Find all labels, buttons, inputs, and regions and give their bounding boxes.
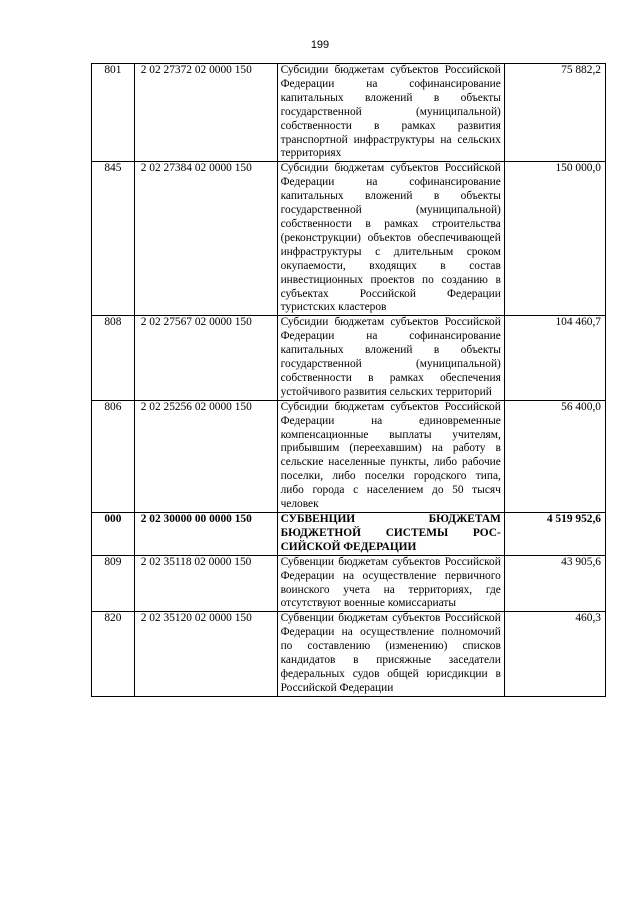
admin-code-cell: 806	[92, 400, 135, 512]
amount-cell: 56 400,0	[504, 400, 605, 512]
revenue-name-cell: Субсидии бюджетам субъектов Российской Федерации на софинансирование капитальных вложений в объекты государственной (муниципальной) собственности в рамках обеспечения устойчивого развития сельских территорий	[277, 316, 504, 400]
kbk-code-cell: 2 02 27384 02 0000 150	[134, 162, 277, 316]
amount-cell: 75 882,2	[504, 64, 605, 162]
admin-code-cell: 809	[92, 555, 135, 612]
table-row	[92, 162, 606, 316]
table-row	[92, 612, 606, 696]
kbk-code-cell: 2 02 35118 02 0000 150	[134, 555, 277, 612]
admin-code-cell: 000	[92, 513, 135, 556]
amount-cell: 43 905,6	[504, 555, 605, 612]
table-row	[92, 555, 606, 612]
amount-cell: 4 519 952,6	[504, 513, 605, 556]
revenue-name-cell: СУБВЕНЦИИ БЮДЖЕТАМ БЮДЖЕТНОЙ СИСТЕМЫ РОССИЙСКОЙ ФЕДЕРАЦИИ	[277, 513, 504, 556]
admin-code-cell: 801	[92, 64, 135, 162]
table-body	[92, 64, 606, 697]
kbk-code-cell: 2 02 27372 02 0000 150	[134, 64, 277, 162]
kbk-code-cell: 2 02 35120 02 0000 150	[134, 612, 277, 696]
kbk-code-cell: 2 02 30000 00 0000 150	[134, 513, 277, 556]
amount-cell: 150 000,0	[504, 162, 605, 316]
revenue-name-cell: Субвенции бюджетам субъектов Российской Федерации на осуществление полномочий по составлению (изменению) списков кандидатов в присяжные заседатели федеральных судов общей юрисдикции в Российской Федерации	[277, 612, 504, 696]
revenue-name-cell: Субсидии бюджетам субъектов Российской Федерации на единовременные компенсационные выплаты учителям, прибывшим (переехавшим) на работу в сельские населенные пункты, либо рабочие поселки, либо поселки городского типа, либо города с населением до 50 тысяч человек	[277, 400, 504, 512]
table-row	[92, 316, 606, 400]
revenue-name-cell: Субвенции бюджетам субъектов Российской Федерации на осуществление первичного воинского учета на территориях, где отсутствуют военные комиссариаты	[277, 555, 504, 612]
page-number: 199	[310, 39, 330, 51]
table-row	[92, 400, 606, 512]
kbk-code-cell: 2 02 25256 02 0000 150	[134, 400, 277, 512]
kbk-code-cell: 2 02 27567 02 0000 150	[134, 316, 277, 400]
table-row	[92, 64, 606, 162]
budget-revenue-table	[91, 63, 606, 697]
admin-code-cell: 820	[92, 612, 135, 696]
amount-cell: 104 460,7	[504, 316, 605, 400]
table-row-total-subventions	[92, 513, 606, 556]
revenue-name-cell: Субсидии бюджетам субъектов Российской Федерации на софинансирование капитальных вложений в объекты государственной (муниципальной) собственности в рамках развития транспортной инфраструктуры на сельских территориях	[277, 64, 504, 162]
amount-cell: 460,3	[504, 612, 605, 696]
admin-code-cell: 808	[92, 316, 135, 400]
admin-code-cell: 845	[92, 162, 135, 316]
revenue-name-cell: Субсидии бюджетам субъектов Российской Федерации на софинансирование капитальных вложений в объекты государственной (муниципальной) собственности в рамках строительства (реконструкции) объектов обеспечивающей инфраструктуры с длительным сроком окупаемости, входящих в состав инвестиционных проектов по созданию в субъектах Российской Федерации туристских кластеров	[277, 162, 504, 316]
